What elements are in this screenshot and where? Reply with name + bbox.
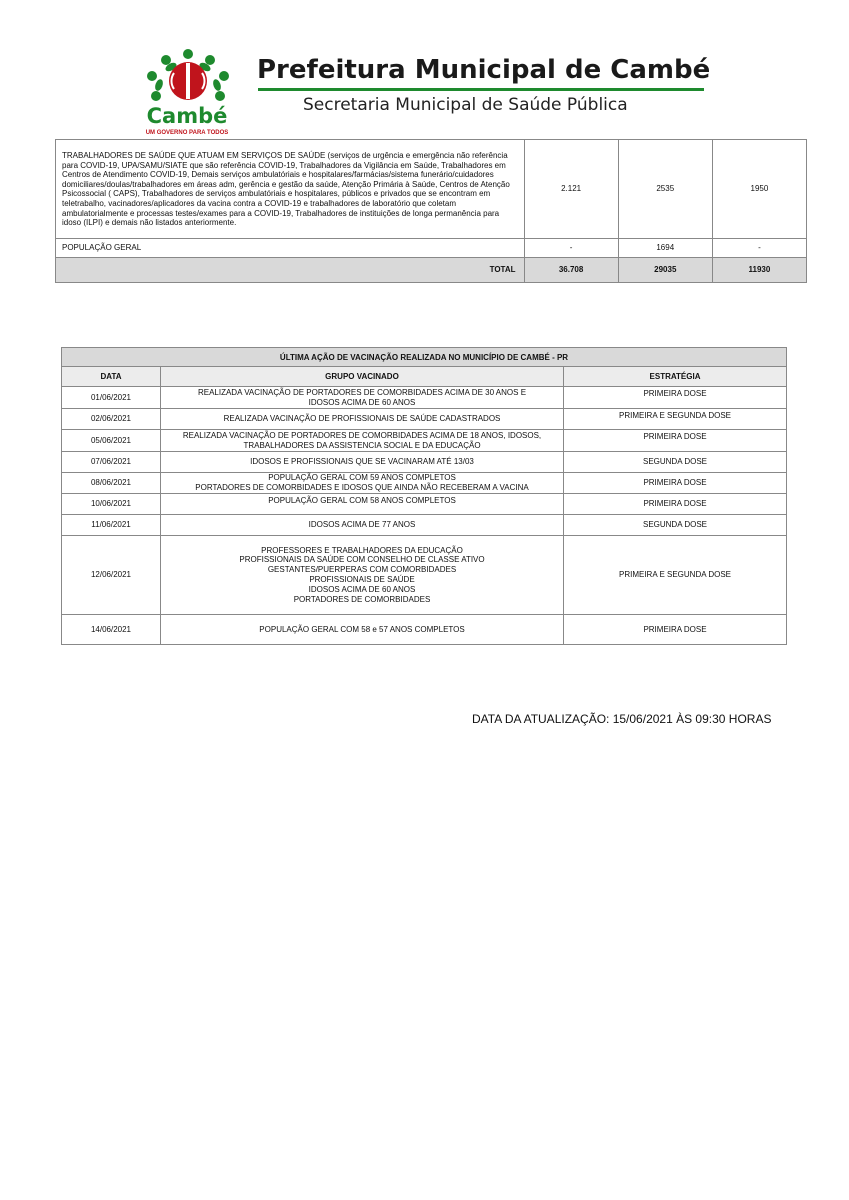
strategy-cell: PRIMEIRA E SEGUNDA DOSE xyxy=(564,536,787,615)
group-line: PROFESSORES E TRABALHADORES DA EDUCAÇÃO xyxy=(261,545,463,555)
strategy-cell: PRIMEIRA E SEGUNDA DOSE xyxy=(564,409,787,430)
group-line: POPULAÇÃO GERAL COM 59 ANOS COMPLETOS xyxy=(268,473,456,483)
date-cell: 14/06/2021 xyxy=(62,615,161,645)
organization-title: Prefeitura Municipal de Cambé xyxy=(257,55,711,85)
group-cell xyxy=(161,494,564,515)
group-line: IDOSOS E PROFISSIONAIS QUE SE VACINARAM ATÉ 13/03 xyxy=(250,457,474,467)
vaccination-actions-table xyxy=(61,347,787,645)
table-row xyxy=(62,430,787,452)
date-cell: 02/06/2021 xyxy=(62,409,161,430)
group-cell xyxy=(161,452,564,473)
strategy-cell: SEGUNDA DOSE xyxy=(564,452,787,473)
dose-count-cell: - xyxy=(712,238,806,257)
total-cell: 29035 xyxy=(618,257,712,282)
dose-count-cell: 2.121 xyxy=(524,140,618,239)
group-cell xyxy=(161,387,564,409)
update-timestamp: DATA DA ATUALIZAÇÃO: 15/06/2021 ÀS 09:30 HORAS xyxy=(472,712,772,726)
table-row xyxy=(62,473,787,494)
table-row xyxy=(56,238,807,257)
date-cell: 05/06/2021 xyxy=(62,430,161,452)
group-cell xyxy=(161,409,564,430)
table-row xyxy=(62,515,787,536)
dose-count-cell: - xyxy=(524,238,618,257)
strategy-cell: PRIMEIRA DOSE xyxy=(564,430,787,452)
doses-by-group-table xyxy=(55,139,807,283)
dose-count-cell: 2535 xyxy=(618,140,712,239)
table-row xyxy=(62,536,787,615)
group-cell xyxy=(161,536,564,615)
group-line: TRABALHADORES DA ASSISTENCIA SOCIAL E DA EDUCAÇÃO xyxy=(243,440,481,450)
date-cell: 11/06/2021 xyxy=(62,515,161,536)
group-line: PROFISSIONAIS DE SAÚDE xyxy=(309,575,415,584)
group-line: GESTANTES/PUERPERAS COM COMORBIDADES xyxy=(267,565,457,575)
table-row xyxy=(62,452,787,473)
logo-slogan: UM GOVERNO PARA TODOS xyxy=(145,130,229,136)
table-header-row xyxy=(62,367,787,387)
column-header-group: GRUPO VACINADO xyxy=(161,367,564,387)
title-underline xyxy=(258,88,704,91)
table-title-row xyxy=(62,348,787,367)
group-line: IDOSOS ACIMA DE 60 ANOS xyxy=(308,584,416,594)
group-line: POPULAÇÃO GERAL COM 58 e 57 ANOS COMPLETOS xyxy=(259,624,465,634)
table-row xyxy=(62,387,787,409)
group-line: REALIZADA VACINAÇÃO DE PROFISSIONAIS DE SAÚDE CADASTRADOS xyxy=(223,414,501,424)
dose-count-cell: 1694 xyxy=(618,238,712,257)
group-line: REALIZADA VACINAÇÃO DE PORTADORES DE COMORBIDADES ACIMA DE 30 ANOS E xyxy=(197,387,527,397)
strategy-cell: PRIMEIRA DOSE xyxy=(564,615,787,645)
strategy-cell: PRIMEIRA DOSE xyxy=(564,387,787,409)
date-cell: 01/06/2021 xyxy=(62,387,161,409)
group-cell xyxy=(161,515,564,536)
strategy-cell: PRIMEIRA DOSE xyxy=(564,473,787,494)
column-header-date: DATA xyxy=(62,367,161,387)
group-line: REALIZADA VACINAÇÃO DE PORTADORES DE COMORBIDADES ACIMA DE 18 ANOS, IDOSOS, xyxy=(182,430,542,440)
strategy-cell: SEGUNDA DOSE xyxy=(564,515,787,536)
group-line: PORTADORES DE COMORBIDADES xyxy=(293,594,431,604)
strategy-cell: PRIMEIRA DOSE xyxy=(564,494,787,515)
table-row xyxy=(62,615,787,645)
table-row xyxy=(62,409,787,430)
group-line: IDOSOS ACIMA DE 77 ANOS xyxy=(308,520,416,530)
date-cell: 10/06/2021 xyxy=(62,494,161,515)
date-cell: 08/06/2021 xyxy=(62,473,161,494)
column-header-strategy: ESTRATÉGIA xyxy=(564,367,787,387)
organization-subtitle: Secretaria Municipal de Saúde Pública xyxy=(303,95,628,115)
group-cell xyxy=(161,430,564,452)
table-title: ÚLTIMA AÇÃO DE VACINAÇÃO REALIZADA NO MUNICÍPIO DE CAMBÉ - PR xyxy=(62,348,787,367)
group-line: PROFISSIONAIS DA SAÚDE COM CONSELHO DE CLASSE ATIVO xyxy=(239,555,485,565)
group-cell xyxy=(161,473,564,494)
logo-wordmark: Cambé xyxy=(146,104,228,128)
table-row xyxy=(56,140,807,239)
total-row xyxy=(56,257,807,282)
date-cell: 07/06/2021 xyxy=(62,452,161,473)
dose-count-cell: 1950 xyxy=(712,140,806,239)
table-row xyxy=(62,494,787,515)
document-header xyxy=(0,0,849,140)
group-line: PORTADORES DE COMORBIDADES E IDOSOS QUE AINDA NÃO RECEBERAM A VACINA xyxy=(195,483,529,492)
total-cell: 11930 xyxy=(712,257,806,282)
date-cell: 12/06/2021 xyxy=(62,536,161,615)
group-description: TRABALHADORES DE SAÚDE QUE ATUAM EM SERVIÇOS DE SAÚDE (serviços de urgência e emergência não referência para COVID-19, UPA/SAMU/SIATE que são referência COVID-19, Trabalhadores da Vigilância em Saúde, Trabalhadores em Centros de Atendimento COVID-19, Demais serviços ambulatóriais e hospitalares/farmácias/sistema funerário/cuidadores domiciliares/doulas/trabalhadores em áreas adm, gerência e gestão da saúde, Atenção Primária à Saúde, Centros de Atenção Psicossocial ( CAPS), Trabalhadores de serviços ambulatóriais e hospitalares, públicos e privados que se encontram em teletrabalho, vacinadores/aplicadores da vacina contra a COVID-19 e trabalhadores de laboratório que coletam ambulatorialmente e processas testes/exames para a COVID-19, Trabalhadores de instituições de longa permanência para idoso (ILPI) e demais não listados anteriormente. xyxy=(56,140,525,239)
group-line: POPULAÇÃO GERAL COM 58 ANOS COMPLETOS xyxy=(268,496,456,505)
group-line: IDOSOS ACIMA DE 60 ANOS xyxy=(308,397,416,407)
total-cell: 36.708 xyxy=(524,257,618,282)
group-cell xyxy=(161,615,564,645)
total-label: TOTAL xyxy=(56,257,525,282)
group-description: POPULAÇÃO GERAL xyxy=(56,238,525,257)
